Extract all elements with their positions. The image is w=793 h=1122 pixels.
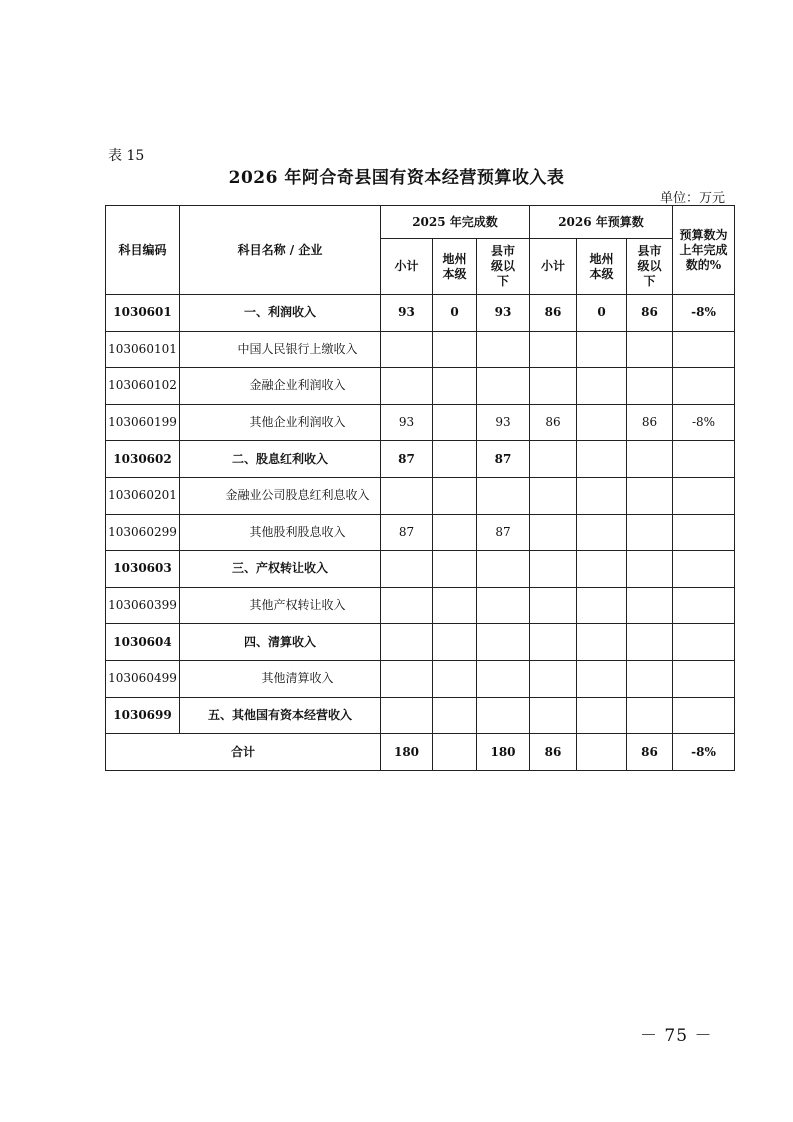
cell-2025-subtotal — [381, 477, 433, 514]
cell-2025-county: 87 — [477, 441, 530, 478]
cell-2025-subtotal — [381, 368, 433, 405]
cell-2025-subtotal — [381, 551, 433, 588]
cell-2025-county — [477, 697, 530, 734]
cell-2026-county — [627, 624, 673, 661]
cell-2026-prefecture — [577, 587, 627, 624]
cell-2025-prefecture — [433, 477, 477, 514]
total-label: 合计 — [106, 734, 381, 771]
cell-2026-county — [627, 477, 673, 514]
cell-2025-subtotal: 87 — [381, 514, 433, 551]
row-name: 三、产权转让收入 — [180, 551, 381, 588]
cell-2026-prefecture — [577, 624, 627, 661]
row-code: 103060299 — [106, 514, 180, 551]
header-ratio: 预算数为上年完成数的% — [673, 206, 735, 295]
cell-2026-county: 86 — [627, 295, 673, 332]
row-name: 金融业公司股息红利息收入 — [180, 477, 381, 514]
cell-2026-county: 86 — [627, 404, 673, 441]
cell-2026-subtotal — [530, 660, 577, 697]
table-row — [106, 368, 735, 405]
header-code: 科目编码 — [106, 206, 180, 295]
cell-ratio — [673, 697, 735, 734]
header-2025-prefecture: 地州本级 — [433, 239, 477, 295]
table-row — [106, 697, 735, 734]
budget-revenue-table — [105, 205, 735, 771]
cell-2025-prefecture — [433, 404, 477, 441]
table-row — [106, 514, 735, 551]
cell-2026-subtotal — [530, 697, 577, 734]
cell-ratio: -8% — [673, 295, 735, 332]
header-2026-prefecture: 地州本级 — [577, 239, 627, 295]
cell-2026-prefecture — [577, 477, 627, 514]
cell-2026-county — [627, 587, 673, 624]
cell-2026-subtotal — [530, 368, 577, 405]
cell-2026-prefecture: 0 — [577, 295, 627, 332]
row-code: 103060201 — [106, 477, 180, 514]
cell-2026-prefecture — [577, 697, 627, 734]
cell-2025-prefecture — [433, 368, 477, 405]
cell-2026-prefecture — [577, 404, 627, 441]
page-title: 2026 年阿合奇县国有资本经营预算收入表 — [228, 168, 565, 188]
row-name: 一、利润收入 — [180, 295, 381, 332]
table-row — [106, 441, 735, 478]
cell-ratio — [673, 368, 735, 405]
cell-2025-prefecture — [433, 331, 477, 368]
row-code: 103060102 — [106, 368, 180, 405]
cell-ratio — [673, 551, 735, 588]
header-2025-county: 县市级以下 — [477, 239, 530, 295]
cell-2025-county — [477, 331, 530, 368]
table-row — [106, 477, 735, 514]
cell-2025-county — [477, 587, 530, 624]
cell-2026-subtotal: 86 — [530, 295, 577, 332]
cell-2026-prefecture — [577, 441, 627, 478]
cell-2025-county — [477, 551, 530, 588]
row-name: 中国人民银行上缴收入 — [180, 331, 381, 368]
table-row — [106, 295, 735, 332]
row-code: 1030604 — [106, 624, 180, 661]
cell-ratio: -8% — [673, 404, 735, 441]
cell-2025-subtotal: 87 — [381, 441, 433, 478]
cell-2026-prefecture — [577, 551, 627, 588]
cell-2026-subtotal — [530, 551, 577, 588]
row-code: 103060101 — [106, 331, 180, 368]
cell-ratio — [673, 477, 735, 514]
total-2026-county: 86 — [627, 734, 673, 771]
total-2025-prefecture — [433, 734, 477, 771]
cell-2025-prefecture — [433, 514, 477, 551]
row-code: 103060499 — [106, 660, 180, 697]
header-2026-county: 县市级以下 — [627, 239, 673, 295]
row-name: 五、其他国有资本经营收入 — [180, 697, 381, 734]
total-row — [106, 734, 735, 771]
total-2025-subtotal: 180 — [381, 734, 433, 771]
row-code: 1030699 — [106, 697, 180, 734]
cell-2025-county: 93 — [477, 295, 530, 332]
cell-2025-prefecture — [433, 624, 477, 661]
cell-2025-county: 93 — [477, 404, 530, 441]
cell-ratio — [673, 587, 735, 624]
cell-2026-prefecture — [577, 368, 627, 405]
cell-2026-subtotal — [530, 441, 577, 478]
cell-2026-subtotal: 86 — [530, 404, 577, 441]
cell-2025-subtotal — [381, 697, 433, 734]
cell-2025-subtotal — [381, 587, 433, 624]
table-row — [106, 587, 735, 624]
cell-2026-subtotal — [530, 624, 577, 661]
header-2025-subtotal: 小计 — [381, 239, 433, 295]
row-name: 金融企业利润收入 — [180, 368, 381, 405]
cell-2025-prefecture: 0 — [433, 295, 477, 332]
total-2026-prefecture — [577, 734, 627, 771]
row-code: 1030601 — [106, 295, 180, 332]
cell-2026-county — [627, 697, 673, 734]
row-code: 1030603 — [106, 551, 180, 588]
cell-2025-subtotal — [381, 660, 433, 697]
table-row — [106, 660, 735, 697]
table-number: 表 15 — [108, 148, 145, 164]
cell-2026-subtotal — [530, 477, 577, 514]
row-name: 其他产权转让收入 — [180, 587, 381, 624]
cell-ratio — [673, 660, 735, 697]
cell-2025-subtotal — [381, 331, 433, 368]
cell-2026-subtotal — [530, 587, 577, 624]
total-2026-subtotal: 86 — [530, 734, 577, 771]
cell-2026-county — [627, 551, 673, 588]
cell-2026-subtotal — [530, 331, 577, 368]
cell-2026-county — [627, 441, 673, 478]
cell-2026-county — [627, 514, 673, 551]
table-row — [106, 624, 735, 661]
cell-2025-county: 87 — [477, 514, 530, 551]
cell-2025-prefecture — [433, 660, 477, 697]
cell-2026-county — [627, 660, 673, 697]
header-2026-subtotal: 小计 — [530, 239, 577, 295]
header-2026-group: 2026 年预算数 — [530, 206, 673, 239]
cell-2026-prefecture — [577, 331, 627, 368]
cell-2025-county — [477, 368, 530, 405]
table-row — [106, 404, 735, 441]
row-code: 103060399 — [106, 587, 180, 624]
cell-2026-county — [627, 368, 673, 405]
row-code: 103060199 — [106, 404, 180, 441]
cell-ratio — [673, 514, 735, 551]
row-name: 其他清算收入 — [180, 660, 381, 697]
cell-2026-prefecture — [577, 514, 627, 551]
row-name: 四、清算收入 — [180, 624, 381, 661]
cell-2025-prefecture — [433, 551, 477, 588]
cell-ratio — [673, 331, 735, 368]
cell-2025-county — [477, 624, 530, 661]
cell-2025-subtotal — [381, 624, 433, 661]
row-name: 其他股利股息收入 — [180, 514, 381, 551]
cell-2025-subtotal: 93 — [381, 404, 433, 441]
cell-2025-subtotal: 93 — [381, 295, 433, 332]
cell-2026-county — [627, 331, 673, 368]
table-row — [106, 331, 735, 368]
table-row — [106, 551, 735, 588]
cell-ratio — [673, 624, 735, 661]
header-2025-group: 2025 年完成数 — [381, 206, 530, 239]
row-code: 1030602 — [106, 441, 180, 478]
page-number: － 75 － — [640, 1026, 713, 1046]
header-name: 科目名称 / 企业 — [180, 206, 381, 295]
cell-2025-county — [477, 477, 530, 514]
total-2025-county: 180 — [477, 734, 530, 771]
total-ratio: -8% — [673, 734, 735, 771]
cell-2026-prefecture — [577, 660, 627, 697]
unit-label: 单位：万元 — [659, 191, 725, 206]
cell-2025-county — [477, 660, 530, 697]
cell-2025-prefecture — [433, 587, 477, 624]
row-name: 二、股息红利收入 — [180, 441, 381, 478]
cell-2026-subtotal — [530, 514, 577, 551]
cell-ratio — [673, 441, 735, 478]
row-name: 其他企业利润收入 — [180, 404, 381, 441]
cell-2025-prefecture — [433, 441, 477, 478]
cell-2025-prefecture — [433, 697, 477, 734]
